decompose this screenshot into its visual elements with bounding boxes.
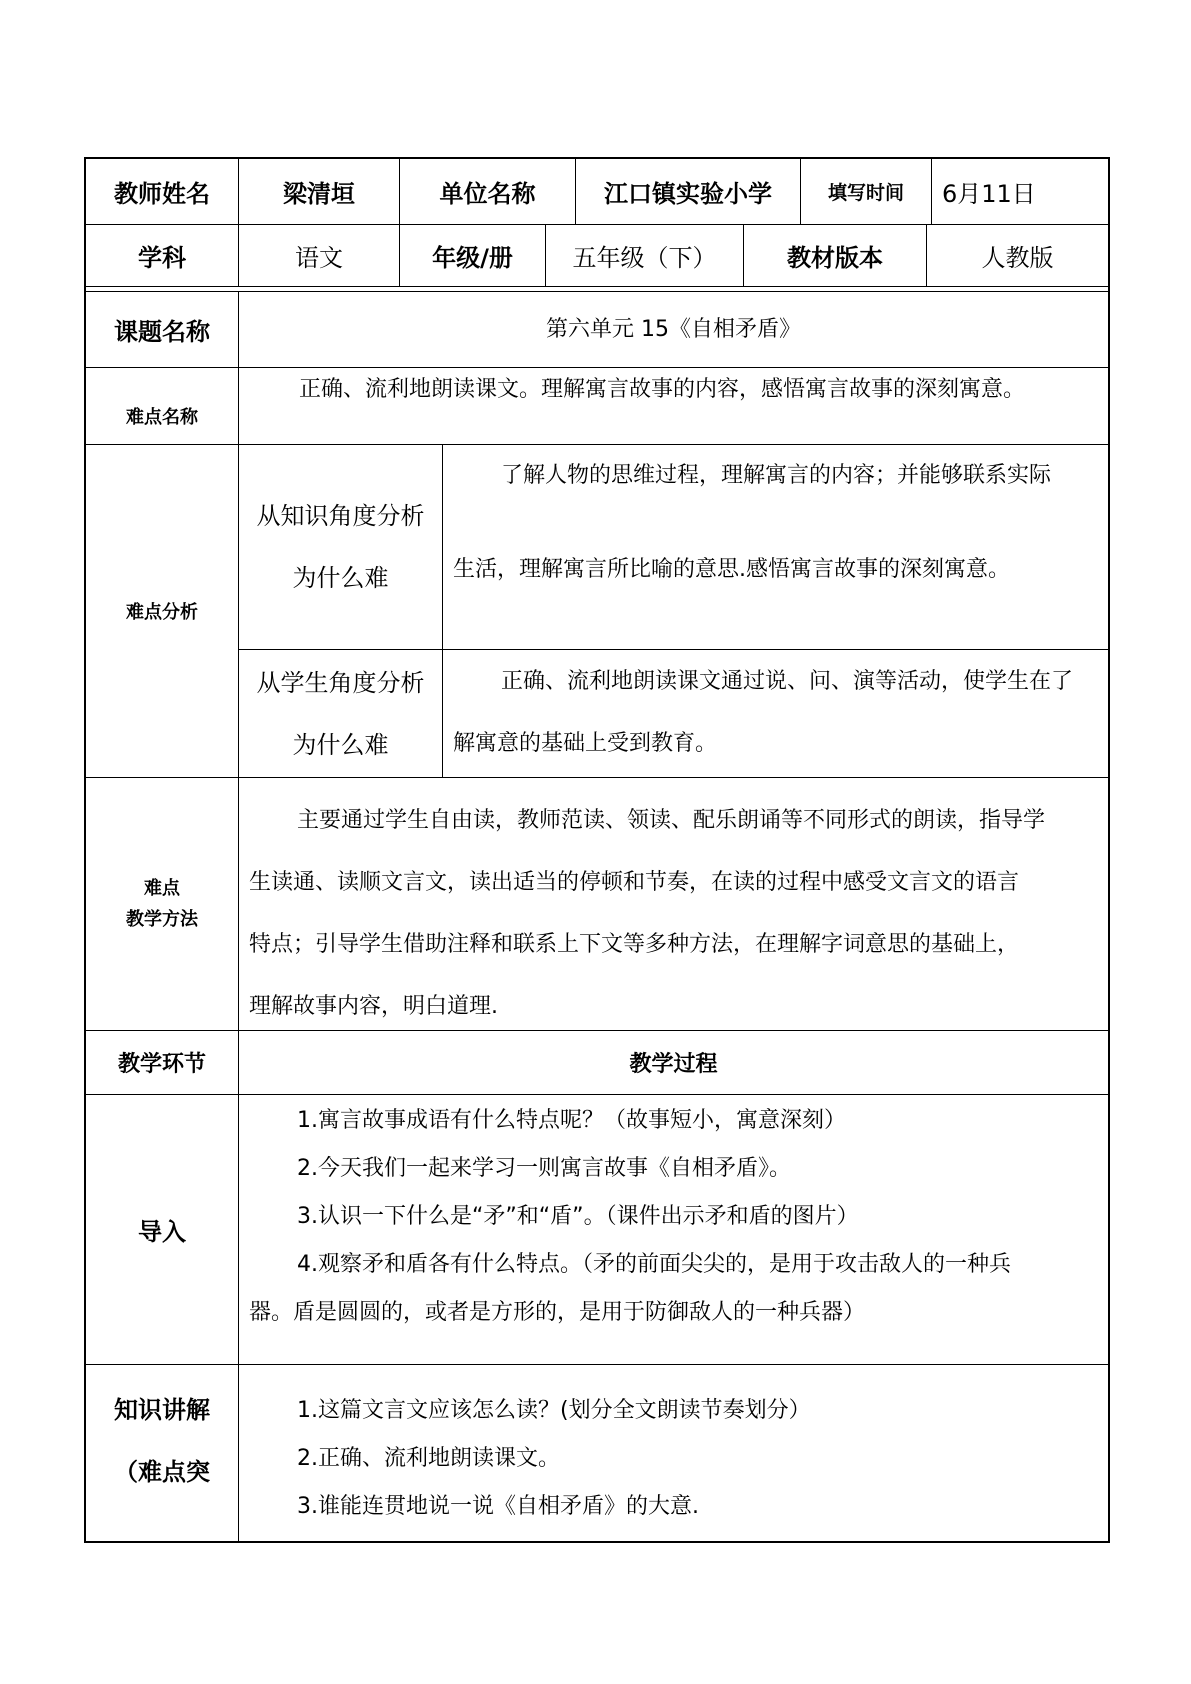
- subject-label-text: 学科: [138, 244, 186, 272]
- method-label: [86, 778, 239, 1030]
- process-header-right-text: 教学过程: [629, 1052, 718, 1077]
- method-label-line-1: 难点: [144, 878, 180, 899]
- method-text: [239, 778, 1108, 1030]
- lesson-label-text: 课题名称: [114, 318, 210, 346]
- intro-line-4: 4.观察矛和盾各有什么特点。（矛的前面尖尖的，是用于攻击敌人的一种兵: [297, 1252, 1011, 1277]
- process-header-left-text: 教学环节: [117, 1052, 206, 1077]
- header-row: [86, 159, 1108, 225]
- subject-label: [86, 225, 239, 286]
- student-analysis-row: [239, 650, 1108, 777]
- date-text: 6月11日: [942, 180, 1036, 208]
- teacher-name-text: 梁清垣: [283, 180, 355, 208]
- analysis-label: [86, 445, 239, 777]
- knowledge-label: [86, 1365, 239, 1541]
- knowledge-label-line-2: （难点突: [114, 1458, 210, 1486]
- grade-text: 五年级（下）: [572, 244, 717, 272]
- subject-value: [239, 225, 400, 286]
- process-header-right: [239, 1031, 1108, 1094]
- lesson-title-text: 第六单元 15《自相矛盾》: [546, 317, 801, 342]
- grade-value: [546, 225, 744, 286]
- lesson-label: [86, 292, 239, 367]
- analysis-label-text: 难点分析: [126, 602, 198, 623]
- knowledge-label-line-1: 知识讲解: [114, 1396, 210, 1424]
- difficulty-label-text: 难点名称: [126, 407, 198, 428]
- knowledge-text-line-2: 生活，理解寓言所比喻的意思.感悟寓言故事的深刻寓意。: [453, 557, 1010, 582]
- knowledge-analysis-row: [239, 445, 1108, 650]
- unit-label: [400, 159, 576, 224]
- knowledge-row: [86, 1365, 1108, 1541]
- knowledge-text: [239, 1365, 1108, 1541]
- teacher-name-label-text: 教师姓名: [114, 180, 210, 208]
- unit-value: [576, 159, 801, 224]
- method-line-4: 理解故事内容，明白道理.: [249, 994, 498, 1019]
- process-header-row: [86, 1031, 1108, 1095]
- unit-text: 江口镇实验小学: [604, 180, 772, 208]
- method-row: [86, 778, 1108, 1031]
- method-line-2: 生读通、读顺文言文，读出适当的停顿和节奏，在读的过程中感受文言文的语言: [249, 870, 1020, 895]
- knowledge-line-1: 1.这篇文言文应该怎么读？(划分全文朗读节奏划分）: [297, 1398, 811, 1423]
- student-analysis-label: [239, 650, 443, 777]
- lesson-plan-table: [84, 157, 1110, 1543]
- method-label-line-2: 教学方法: [126, 909, 198, 930]
- knowledge-analysis-label: [239, 445, 443, 649]
- method-line-3: 特点；引导学生借助注释和联系上下文等多种方法，在理解字词意思的基础上，: [249, 932, 1020, 957]
- info-row: [86, 225, 1108, 287]
- intro-label: [86, 1095, 239, 1364]
- intro-line-3: 3.认识一下什么是“矛”和“盾”。（课件出示矛和盾的图片）: [297, 1204, 859, 1229]
- teacher-name-label: [86, 159, 239, 224]
- intro-line-2: 2.今天我们一起来学习一则寓言故事《自相矛盾》。: [297, 1156, 791, 1181]
- teacher-name-value: [239, 159, 400, 224]
- difficulty-value: [239, 368, 1108, 444]
- difficulty-label: [86, 368, 239, 444]
- subject-text: 语文: [295, 244, 343, 272]
- lesson-row: [86, 292, 1108, 368]
- student-label-line-1: 从学生角度分析: [256, 668, 425, 697]
- knowledge-line-3: 3.谁能连贯地说一说《自相矛盾》的大意.: [297, 1494, 699, 1519]
- edition-value: [927, 225, 1108, 286]
- date-label: [801, 159, 932, 224]
- knowledge-label-line-2: 为什么难: [292, 564, 389, 592]
- analysis-body: [239, 445, 1108, 777]
- knowledge-text-line-1: 了解人物的思维过程，理解寓言的内容；并能够联系实际: [501, 463, 1052, 488]
- student-text-line-2: 解寓意的基础上受到教育。: [453, 731, 718, 756]
- student-text-line-1: 正确、流利地朗读课文通过说、问、演等活动，使学生在了: [501, 669, 1074, 694]
- grade-label: [400, 225, 546, 286]
- difficulty-row: [86, 368, 1108, 445]
- difficulty-text: 正确、流利地朗读课文。理解寓言故事的内容，感悟寓言故事的深刻寓意。: [299, 377, 1026, 402]
- knowledge-line-2: 2.正确、流利地朗读课文。: [297, 1446, 560, 1471]
- method-line-1: 主要通过学生自由读，教师范读、领读、配乐朗诵等不同形式的朗读，指导学: [297, 808, 1046, 833]
- edition-label: [744, 225, 927, 286]
- student-label-line-2: 为什么难: [292, 730, 389, 759]
- student-analysis-text: [443, 650, 1108, 777]
- knowledge-analysis-text: [443, 445, 1108, 649]
- grade-label-text: 年级/册: [432, 244, 513, 272]
- edition-label-text: 教材版本: [787, 244, 883, 272]
- intro-label-text: 导入: [138, 1218, 186, 1246]
- edition-text: 人教版: [981, 244, 1054, 272]
- intro-text: [239, 1095, 1108, 1364]
- intro-line-1: 1.寓言故事成语有什么特点呢？（故事短小，寓意深刻）: [297, 1108, 846, 1133]
- date-value: [932, 159, 1108, 224]
- intro-row: [86, 1095, 1108, 1365]
- date-label-text: 填写时间: [827, 182, 904, 204]
- analysis-row: [86, 445, 1108, 778]
- lesson-value: [239, 292, 1108, 367]
- process-header-left: [86, 1031, 239, 1094]
- unit-label-text: 单位名称: [439, 180, 536, 208]
- knowledge-label-line-1: 从知识角度分析: [256, 502, 425, 530]
- intro-line-5: 器。盾是圆圆的，或者是方形的，是用于防御敌人的一种兵器）: [249, 1300, 866, 1325]
